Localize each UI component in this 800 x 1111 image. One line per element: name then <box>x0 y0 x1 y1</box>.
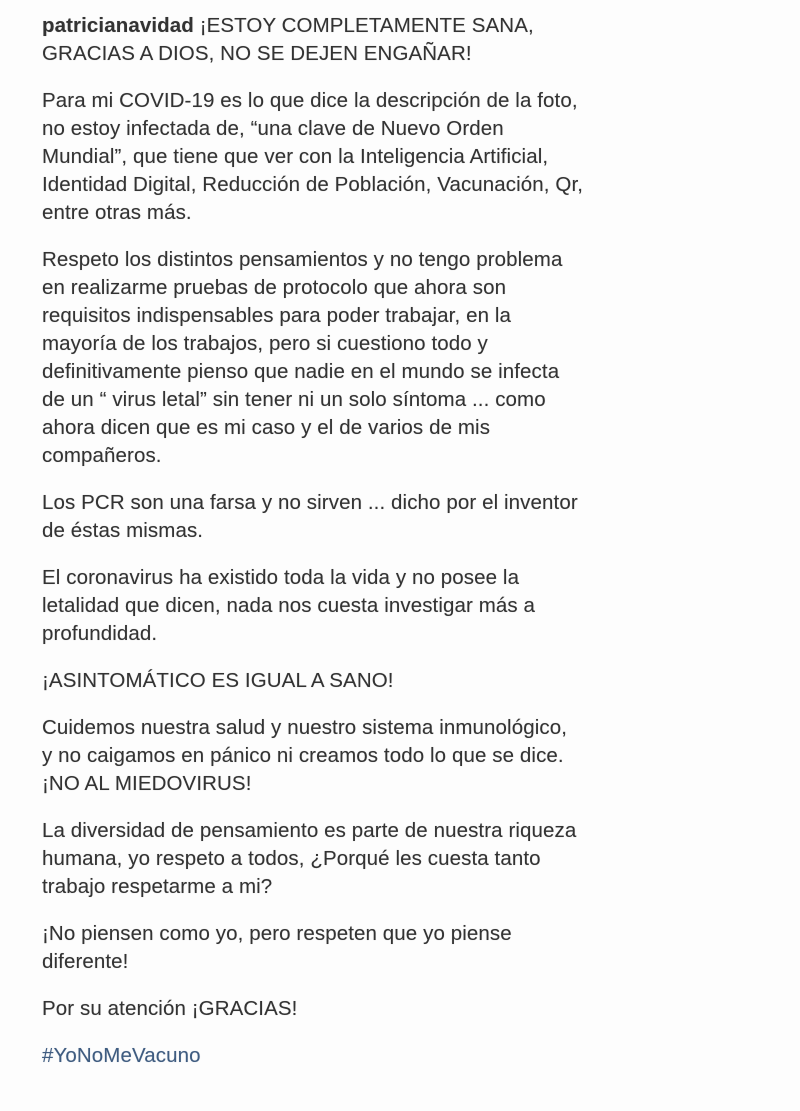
caption-header-line-1 <box>42 12 764 40</box>
caption-line: Los PCR son una farsa y no sirven ... dicho por el inventor <box>42 491 578 514</box>
caption-line: ¡ASINTOMÁTICO ES IGUAL A SANO! <box>42 669 394 692</box>
caption-paragraph-coronavirus <box>42 564 764 648</box>
caption-line: Respeto los distintos pensamientos y no tengo problema <box>42 248 563 271</box>
caption-line: ¡No piensen como yo, pero respeten que yo piense <box>42 922 512 945</box>
caption-line: Cuidemos nuestra salud y nuestro sistema inmunológico, <box>42 716 567 739</box>
caption-paragraph-no-piensen <box>42 920 764 976</box>
caption-header-text: ¡ESTOY COMPLETAMENTE SANA, <box>199 14 534 37</box>
caption-line: ahora dicen que es mi caso y el de varios de mis <box>42 416 491 439</box>
caption-line: de un “ virus letal” sin tener ni un solo síntoma ... como <box>42 388 546 411</box>
caption-paragraph-respeto-pensamientos <box>42 246 764 470</box>
caption-line: Para mi COVID-19 es lo que dice la descripción de la foto, <box>42 89 578 112</box>
caption-paragraph-cuidemos-salud <box>42 714 764 798</box>
caption-line: entre otras más. <box>42 201 192 224</box>
caption-line: Mundial”, que tiene que ver con la Inteligencia Artificial, <box>42 145 549 168</box>
caption-paragraph-gracias <box>42 995 764 1023</box>
caption-line: La diversidad de pensamiento es parte de nuestra riqueza <box>42 819 577 842</box>
caption-line: ¡NO AL MIEDOVIRUS! <box>42 772 252 795</box>
caption-paragraph-covid-description <box>42 87 764 227</box>
caption-line: definitivamente pienso que nadie en el mundo se infecta <box>42 360 560 383</box>
caption-line: Identidad Digital, Reducción de Población, Vacunación, Qr, <box>42 173 584 196</box>
caption-line: profundidad. <box>42 622 158 645</box>
caption-line: El coronavirus ha existido toda la vida y no posee la <box>42 566 520 589</box>
caption-header <box>42 12 764 68</box>
caption-line: mayoría de los trabajos, pero si cuestiono todo y <box>42 332 488 355</box>
caption-paragraph-pcr <box>42 489 764 545</box>
caption-line: requisitos indispensables para poder trabajar, en la <box>42 304 512 327</box>
caption-paragraph-asintomatico <box>42 667 764 695</box>
caption-header-line-2: GRACIAS A DIOS, NO SE DEJEN ENGAÑAR! <box>42 42 472 65</box>
caption-paragraph-diversidad <box>42 817 764 901</box>
caption-line: y no caigamos en pánico ni creamos todo lo que se dice. <box>42 744 564 767</box>
caption-line: letalidad que dicen, nada nos cuesta investigar más a <box>42 594 536 617</box>
caption-line: trabajo respetarme a mi? <box>42 875 273 898</box>
caption-line: Por su atención ¡GRACIAS! <box>42 997 298 1020</box>
caption-hashtag-row <box>42 1042 764 1070</box>
caption-line: compañeros. <box>42 444 162 467</box>
caption-line: de éstas mismas. <box>42 519 204 542</box>
caption-line: no estoy infectada de, “una clave de Nuevo Orden <box>42 117 504 140</box>
caption-line: humana, yo respeto a todos, ¿Porqué les cuesta tanto <box>42 847 541 870</box>
caption-line: en realizarme pruebas de protocolo que ahora son <box>42 276 507 299</box>
hashtag-link[interactable]: #YoNoMeVacuno <box>42 1044 201 1067</box>
caption-line: diferente! <box>42 950 129 973</box>
username-link[interactable]: patricianavidad <box>42 14 194 37</box>
